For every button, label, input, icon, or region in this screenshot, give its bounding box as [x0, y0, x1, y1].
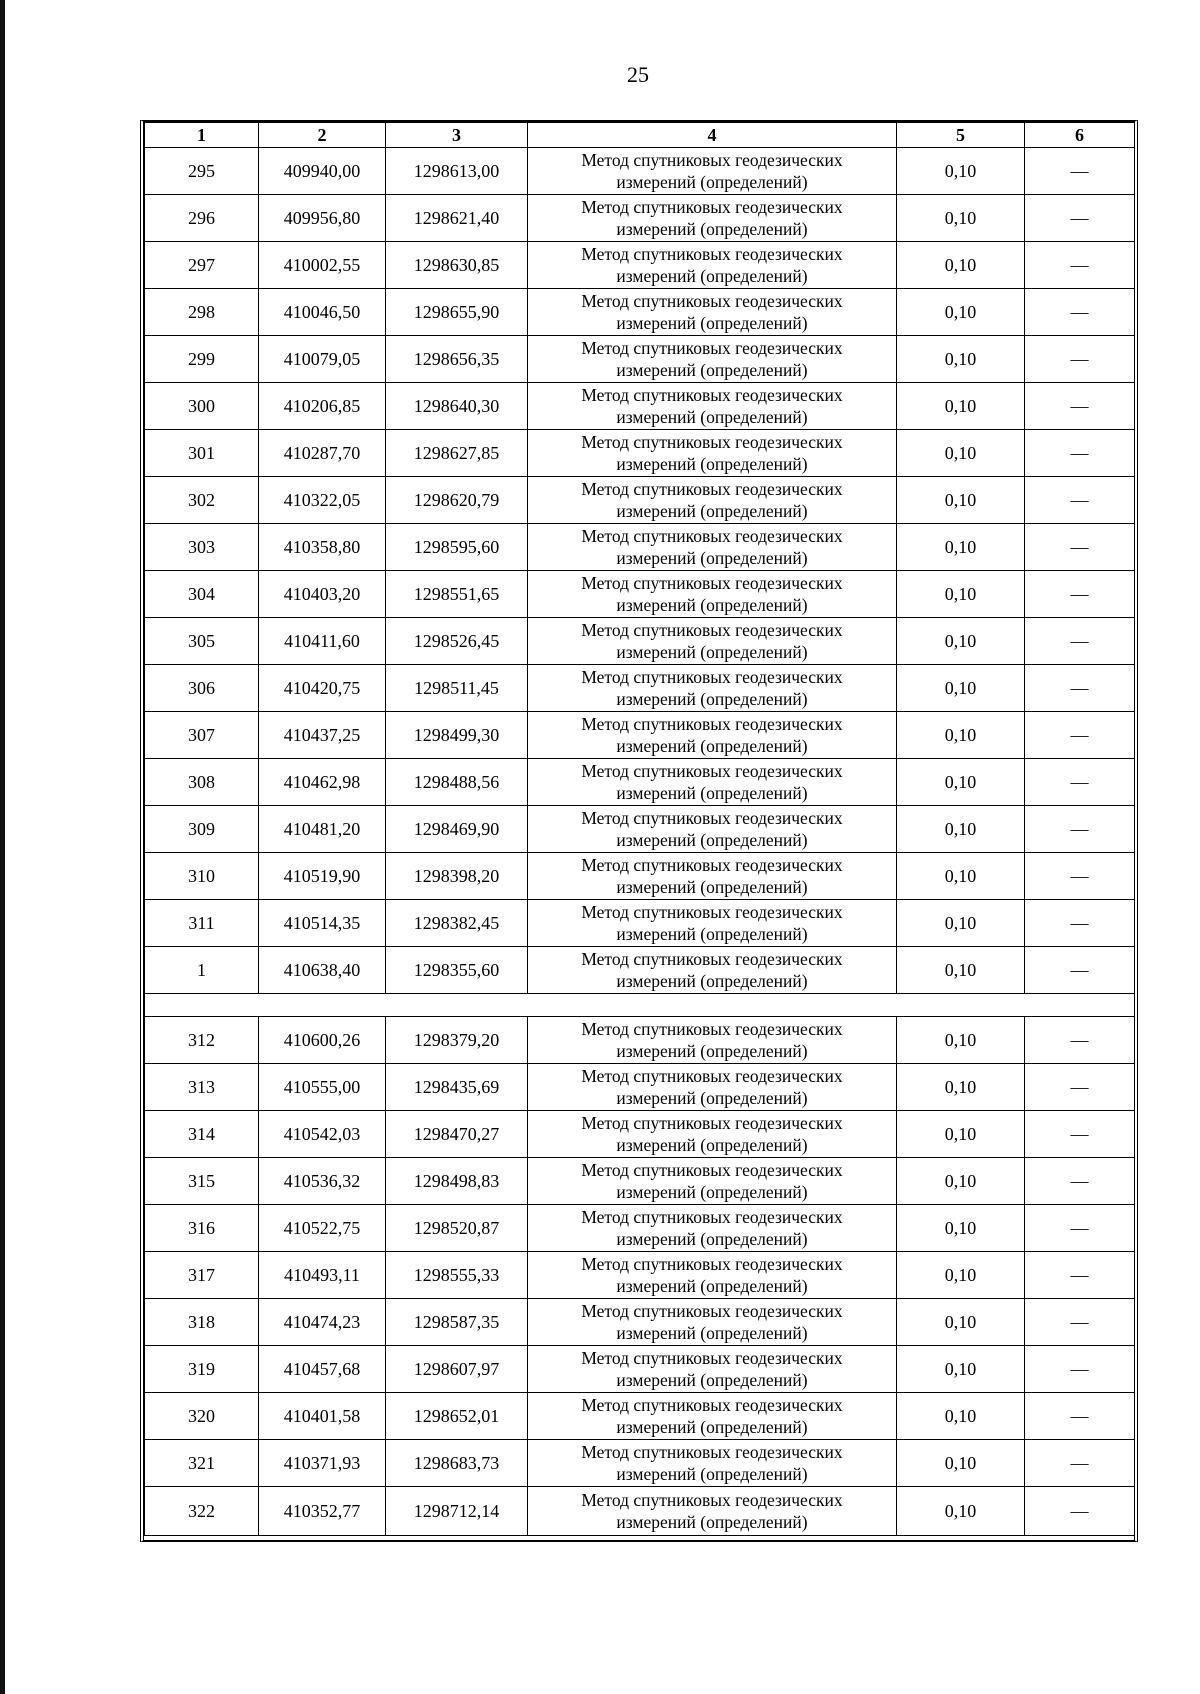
accuracy-cell: 0,10: [897, 1205, 1025, 1252]
point-number-cell: 316: [145, 1205, 259, 1252]
method-line-1: Метод спутниковых геодезических: [581, 1348, 843, 1368]
table-body-upper: [145, 148, 1135, 994]
x-coordinate-cell: 410522,75: [259, 1205, 386, 1252]
table-row: [145, 1205, 1135, 1252]
point-number-cell: 302: [145, 477, 259, 524]
y-coordinate-cell: 1298498,83: [386, 1158, 528, 1205]
table-row: [145, 383, 1135, 430]
point-number-cell: 313: [145, 1064, 259, 1111]
method-line-1: Метод спутниковых геодезических: [581, 150, 843, 170]
y-coordinate-cell: 1298379,20: [386, 1017, 528, 1064]
description-cell: —: [1025, 759, 1135, 806]
x-coordinate-cell: 410046,50: [259, 289, 386, 336]
description-cell: —: [1025, 148, 1135, 195]
y-coordinate-cell: 1298526,45: [386, 618, 528, 665]
method-line-1: Метод спутниковых геодезических: [581, 197, 843, 217]
description-cell: —: [1025, 571, 1135, 618]
table-row: [145, 336, 1135, 383]
method-line-1: Метод спутниковых геодезических: [581, 855, 843, 875]
method-line-1: Метод спутниковых геодезических: [581, 479, 843, 499]
method-line-2: измерений (определений): [616, 501, 808, 521]
x-coordinate-cell: 410403,20: [259, 571, 386, 618]
accuracy-cell: 0,10: [897, 477, 1025, 524]
y-coordinate-cell: 1298520,87: [386, 1205, 528, 1252]
method-line-1: Метод спутниковых геодезических: [581, 808, 843, 828]
header-col-6: 6: [1025, 123, 1135, 148]
table-row: [145, 242, 1135, 289]
y-coordinate-cell: 1298435,69: [386, 1064, 528, 1111]
method-cell: [528, 1393, 897, 1440]
method-line-2: измерений (определений): [616, 736, 808, 756]
method-cell: [528, 1017, 897, 1064]
table-row: [145, 1017, 1135, 1064]
accuracy-cell: 0,10: [897, 1017, 1025, 1064]
method-line-2: измерений (определений): [616, 1323, 808, 1343]
x-coordinate-cell: 410358,80: [259, 524, 386, 571]
table-row: [145, 477, 1135, 524]
method-line-1: Метод спутниковых геодезических: [581, 573, 843, 593]
x-coordinate-cell: 409940,00: [259, 148, 386, 195]
method-cell: [528, 571, 897, 618]
table-row: [145, 1111, 1135, 1158]
page-number: 25: [627, 62, 649, 87]
table-row: [145, 1346, 1135, 1393]
description-cell: —: [1025, 242, 1135, 289]
method-line-2: измерений (определений): [616, 1370, 808, 1390]
method-line-1: Метод спутниковых геодезических: [581, 1442, 843, 1462]
method-line-2: измерений (определений): [616, 783, 808, 803]
method-line-2: измерений (определений): [616, 971, 808, 991]
method-line-1: Метод спутниковых геодезических: [581, 291, 843, 311]
x-coordinate-cell: 410002,55: [259, 242, 386, 289]
method-line-2: измерений (определений): [616, 1182, 808, 1202]
point-number-cell: 305: [145, 618, 259, 665]
accuracy-cell: 0,10: [897, 1111, 1025, 1158]
table-row: [145, 289, 1135, 336]
method-line-1: Метод спутниковых геодезических: [581, 1395, 843, 1415]
point-number-cell: 308: [145, 759, 259, 806]
x-coordinate-cell: 410462,98: [259, 759, 386, 806]
method-cell: [528, 289, 897, 336]
method-cell: [528, 900, 897, 947]
description-cell: —: [1025, 1158, 1135, 1205]
description-cell: —: [1025, 383, 1135, 430]
description-cell: —: [1025, 1393, 1135, 1440]
table-row: [145, 618, 1135, 665]
method-line-2: измерений (определений): [616, 830, 808, 850]
accuracy-cell: 0,10: [897, 524, 1025, 571]
method-line-1: Метод спутниковых геодезических: [581, 338, 843, 358]
method-line-1: Метод спутниковых геодезических: [581, 1160, 843, 1180]
point-number-cell: 304: [145, 571, 259, 618]
header-col-3: 3: [386, 123, 528, 148]
method-cell: [528, 806, 897, 853]
method-cell: [528, 853, 897, 900]
accuracy-cell: 0,10: [897, 665, 1025, 712]
method-line-1: Метод спутниковых геодезических: [581, 1066, 843, 1086]
header-col-1: 1: [145, 123, 259, 148]
method-line-1: Метод спутниковых геодезических: [581, 432, 843, 452]
scan-edge: [0, 0, 5, 1694]
method-line-2: измерений (определений): [616, 1464, 808, 1484]
method-cell: [528, 242, 897, 289]
point-number-cell: 310: [145, 853, 259, 900]
accuracy-cell: 0,10: [897, 759, 1025, 806]
y-coordinate-cell: 1298587,35: [386, 1299, 528, 1346]
accuracy-cell: 0,10: [897, 947, 1025, 994]
table-row: [145, 665, 1135, 712]
coordinates-table-frame: [140, 120, 1138, 1542]
accuracy-cell: 0,10: [897, 571, 1025, 618]
point-number-cell: 319: [145, 1346, 259, 1393]
method-cell: [528, 148, 897, 195]
accuracy-cell: 0,10: [897, 1393, 1025, 1440]
x-coordinate-cell: 409956,80: [259, 195, 386, 242]
method-line-2: измерений (определений): [616, 595, 808, 615]
coordinates-table: [144, 122, 1135, 1536]
accuracy-cell: 0,10: [897, 712, 1025, 759]
y-coordinate-cell: 1298551,65: [386, 571, 528, 618]
y-coordinate-cell: 1298488,56: [386, 759, 528, 806]
method-line-2: измерений (определений): [616, 1512, 808, 1532]
y-coordinate-cell: 1298555,33: [386, 1252, 528, 1299]
method-line-2: измерений (определений): [616, 1088, 808, 1108]
method-line-2: измерений (определений): [616, 642, 808, 662]
method-line-1: Метод спутниковых геодезических: [581, 902, 843, 922]
accuracy-cell: 0,10: [897, 148, 1025, 195]
separator-cell: [145, 994, 1135, 1017]
method-line-1: Метод спутниковых геодезических: [581, 949, 843, 969]
table-row: [145, 148, 1135, 195]
description-cell: —: [1025, 430, 1135, 477]
description-cell: —: [1025, 1440, 1135, 1487]
method-cell: [528, 1205, 897, 1252]
method-line-2: измерений (определений): [616, 689, 808, 709]
x-coordinate-cell: 410481,20: [259, 806, 386, 853]
header-col-5: 5: [897, 123, 1025, 148]
accuracy-cell: 0,10: [897, 1440, 1025, 1487]
accuracy-cell: 0,10: [897, 853, 1025, 900]
table-row: [145, 1252, 1135, 1299]
point-number-cell: 322: [145, 1487, 259, 1536]
method-cell: [528, 477, 897, 524]
method-cell: [528, 618, 897, 665]
method-line-1: Метод спутниковых геодезических: [581, 761, 843, 781]
point-number-cell: 300: [145, 383, 259, 430]
x-coordinate-cell: 410542,03: [259, 1111, 386, 1158]
method-cell: [528, 1252, 897, 1299]
x-coordinate-cell: 410474,23: [259, 1299, 386, 1346]
description-cell: —: [1025, 1205, 1135, 1252]
method-cell: [528, 1111, 897, 1158]
header-col-2: 2: [259, 123, 386, 148]
method-line-1: Метод спутниковых геодезических: [581, 1207, 843, 1227]
point-number-cell: 306: [145, 665, 259, 712]
accuracy-cell: 0,10: [897, 618, 1025, 665]
accuracy-cell: 0,10: [897, 900, 1025, 947]
method-cell: [528, 712, 897, 759]
description-cell: —: [1025, 336, 1135, 383]
table-row: [145, 571, 1135, 618]
table-row: [145, 853, 1135, 900]
point-number-cell: 299: [145, 336, 259, 383]
description-cell: —: [1025, 1064, 1135, 1111]
table-body-lower: [145, 1017, 1135, 1536]
method-line-2: измерений (определений): [616, 548, 808, 568]
table-row: [145, 900, 1135, 947]
description-cell: —: [1025, 665, 1135, 712]
method-line-2: измерений (определений): [616, 1135, 808, 1155]
x-coordinate-cell: 410352,77: [259, 1487, 386, 1536]
y-coordinate-cell: 1298470,27: [386, 1111, 528, 1158]
method-line-1: Метод спутниковых геодезических: [581, 1019, 843, 1039]
y-coordinate-cell: 1298511,45: [386, 665, 528, 712]
method-cell: [528, 947, 897, 994]
y-coordinate-cell: 1298595,60: [386, 524, 528, 571]
point-number-cell: 317: [145, 1252, 259, 1299]
table-row: [145, 1393, 1135, 1440]
method-line-2: измерений (определений): [616, 407, 808, 427]
accuracy-cell: 0,10: [897, 336, 1025, 383]
method-cell: [528, 665, 897, 712]
table-separator: [145, 994, 1135, 1017]
table-row: [145, 712, 1135, 759]
description-cell: —: [1025, 1252, 1135, 1299]
y-coordinate-cell: 1298627,85: [386, 430, 528, 477]
method-line-1: Метод спутниковых геодезических: [581, 1490, 843, 1510]
y-coordinate-cell: 1298630,85: [386, 242, 528, 289]
method-line-2: измерений (определений): [616, 1229, 808, 1249]
description-cell: —: [1025, 853, 1135, 900]
x-coordinate-cell: 410536,32: [259, 1158, 386, 1205]
method-line-2: измерений (определений): [616, 1417, 808, 1437]
y-coordinate-cell: 1298621,40: [386, 195, 528, 242]
y-coordinate-cell: 1298620,79: [386, 477, 528, 524]
method-line-1: Метод спутниковых геодезических: [581, 1254, 843, 1274]
method-cell: [528, 430, 897, 477]
description-cell: —: [1025, 806, 1135, 853]
method-line-2: измерений (определений): [616, 924, 808, 944]
y-coordinate-cell: 1298683,73: [386, 1440, 528, 1487]
accuracy-cell: 0,10: [897, 1487, 1025, 1536]
point-number-cell: 318: [145, 1299, 259, 1346]
method-line-2: измерений (определений): [616, 454, 808, 474]
method-line-2: измерений (определений): [616, 266, 808, 286]
description-cell: —: [1025, 947, 1135, 994]
description-cell: —: [1025, 1346, 1135, 1393]
point-number-cell: 307: [145, 712, 259, 759]
x-coordinate-cell: 410638,40: [259, 947, 386, 994]
description-cell: —: [1025, 618, 1135, 665]
method-cell: [528, 1299, 897, 1346]
description-cell: —: [1025, 1111, 1135, 1158]
y-coordinate-cell: 1298355,60: [386, 947, 528, 994]
method-line-2: измерений (определений): [616, 313, 808, 333]
accuracy-cell: 0,10: [897, 1064, 1025, 1111]
description-cell: —: [1025, 900, 1135, 947]
x-coordinate-cell: 410519,90: [259, 853, 386, 900]
method-cell: [528, 759, 897, 806]
x-coordinate-cell: 410493,11: [259, 1252, 386, 1299]
y-coordinate-cell: 1298656,35: [386, 336, 528, 383]
description-cell: —: [1025, 524, 1135, 571]
table-row: [145, 1064, 1135, 1111]
method-cell: [528, 1487, 897, 1536]
method-cell: [528, 1064, 897, 1111]
point-number-cell: 298: [145, 289, 259, 336]
method-cell: [528, 1346, 897, 1393]
method-line-1: Метод спутниковых геодезических: [581, 620, 843, 640]
method-cell: [528, 1440, 897, 1487]
method-line-2: измерений (определений): [616, 360, 808, 380]
table-row: [145, 759, 1135, 806]
table-row: [145, 1158, 1135, 1205]
x-coordinate-cell: 410322,05: [259, 477, 386, 524]
point-number-cell: 321: [145, 1440, 259, 1487]
y-coordinate-cell: 1298469,90: [386, 806, 528, 853]
description-cell: —: [1025, 289, 1135, 336]
point-number-cell: 301: [145, 430, 259, 477]
method-line-1: Метод спутниковых геодезических: [581, 385, 843, 405]
x-coordinate-cell: 410555,00: [259, 1064, 386, 1111]
method-cell: [528, 1158, 897, 1205]
method-cell: [528, 195, 897, 242]
point-number-cell: 303: [145, 524, 259, 571]
y-coordinate-cell: 1298398,20: [386, 853, 528, 900]
accuracy-cell: 0,10: [897, 383, 1025, 430]
method-line-2: измерений (определений): [616, 172, 808, 192]
y-coordinate-cell: 1298712,14: [386, 1487, 528, 1536]
point-number-cell: 296: [145, 195, 259, 242]
table-row: [145, 1299, 1135, 1346]
point-number-cell: 297: [145, 242, 259, 289]
separator-row: [145, 994, 1135, 1017]
description-cell: —: [1025, 477, 1135, 524]
x-coordinate-cell: 410420,75: [259, 665, 386, 712]
point-number-cell: 314: [145, 1111, 259, 1158]
table-row: [145, 430, 1135, 477]
y-coordinate-cell: 1298607,97: [386, 1346, 528, 1393]
accuracy-cell: 0,10: [897, 806, 1025, 853]
table-row: [145, 947, 1135, 994]
x-coordinate-cell: 410600,26: [259, 1017, 386, 1064]
x-coordinate-cell: 410437,25: [259, 712, 386, 759]
y-coordinate-cell: 1298499,30: [386, 712, 528, 759]
table-header-row: [145, 123, 1135, 148]
table-row: [145, 524, 1135, 571]
table-row: [145, 195, 1135, 242]
accuracy-cell: 0,10: [897, 195, 1025, 242]
point-number-cell: 320: [145, 1393, 259, 1440]
accuracy-cell: 0,10: [897, 242, 1025, 289]
y-coordinate-cell: 1298613,00: [386, 148, 528, 195]
method-line-1: Метод спутниковых геодезических: [581, 244, 843, 264]
x-coordinate-cell: 410514,35: [259, 900, 386, 947]
description-cell: —: [1025, 1487, 1135, 1536]
table-row: [145, 1487, 1135, 1536]
method-line-2: измерений (определений): [616, 1041, 808, 1061]
x-coordinate-cell: 410457,68: [259, 1346, 386, 1393]
method-line-2: измерений (определений): [616, 877, 808, 897]
point-number-cell: 1: [145, 947, 259, 994]
accuracy-cell: 0,10: [897, 1158, 1025, 1205]
method-line-1: Метод спутниковых геодезических: [581, 526, 843, 546]
point-number-cell: 309: [145, 806, 259, 853]
method-line-2: измерений (определений): [616, 219, 808, 239]
point-number-cell: 311: [145, 900, 259, 947]
accuracy-cell: 0,10: [897, 1346, 1025, 1393]
x-coordinate-cell: 410401,58: [259, 1393, 386, 1440]
point-number-cell: 295: [145, 148, 259, 195]
x-coordinate-cell: 410411,60: [259, 618, 386, 665]
y-coordinate-cell: 1298652,01: [386, 1393, 528, 1440]
x-coordinate-cell: 410206,85: [259, 383, 386, 430]
method-line-1: Метод спутниковых геодезических: [581, 1113, 843, 1133]
y-coordinate-cell: 1298640,30: [386, 383, 528, 430]
x-coordinate-cell: 410079,05: [259, 336, 386, 383]
point-number-cell: 312: [145, 1017, 259, 1064]
x-coordinate-cell: 410287,70: [259, 430, 386, 477]
method-line-1: Метод спутниковых геодезических: [581, 714, 843, 734]
description-cell: —: [1025, 712, 1135, 759]
table-row: [145, 1440, 1135, 1487]
description-cell: —: [1025, 1017, 1135, 1064]
method-cell: [528, 383, 897, 430]
y-coordinate-cell: 1298382,45: [386, 900, 528, 947]
table-row: [145, 806, 1135, 853]
method-line-2: измерений (определений): [616, 1276, 808, 1296]
accuracy-cell: 0,10: [897, 289, 1025, 336]
accuracy-cell: 0,10: [897, 1252, 1025, 1299]
method-line-1: Метод спутниковых геодезических: [581, 667, 843, 687]
accuracy-cell: 0,10: [897, 430, 1025, 477]
description-cell: —: [1025, 1299, 1135, 1346]
x-coordinate-cell: 410371,93: [259, 1440, 386, 1487]
description-cell: —: [1025, 195, 1135, 242]
method-cell: [528, 336, 897, 383]
accuracy-cell: 0,10: [897, 1299, 1025, 1346]
method-cell: [528, 524, 897, 571]
method-line-1: Метод спутниковых геодезических: [581, 1301, 843, 1321]
point-number-cell: 315: [145, 1158, 259, 1205]
header-col-4: 4: [528, 123, 897, 148]
y-coordinate-cell: 1298655,90: [386, 289, 528, 336]
